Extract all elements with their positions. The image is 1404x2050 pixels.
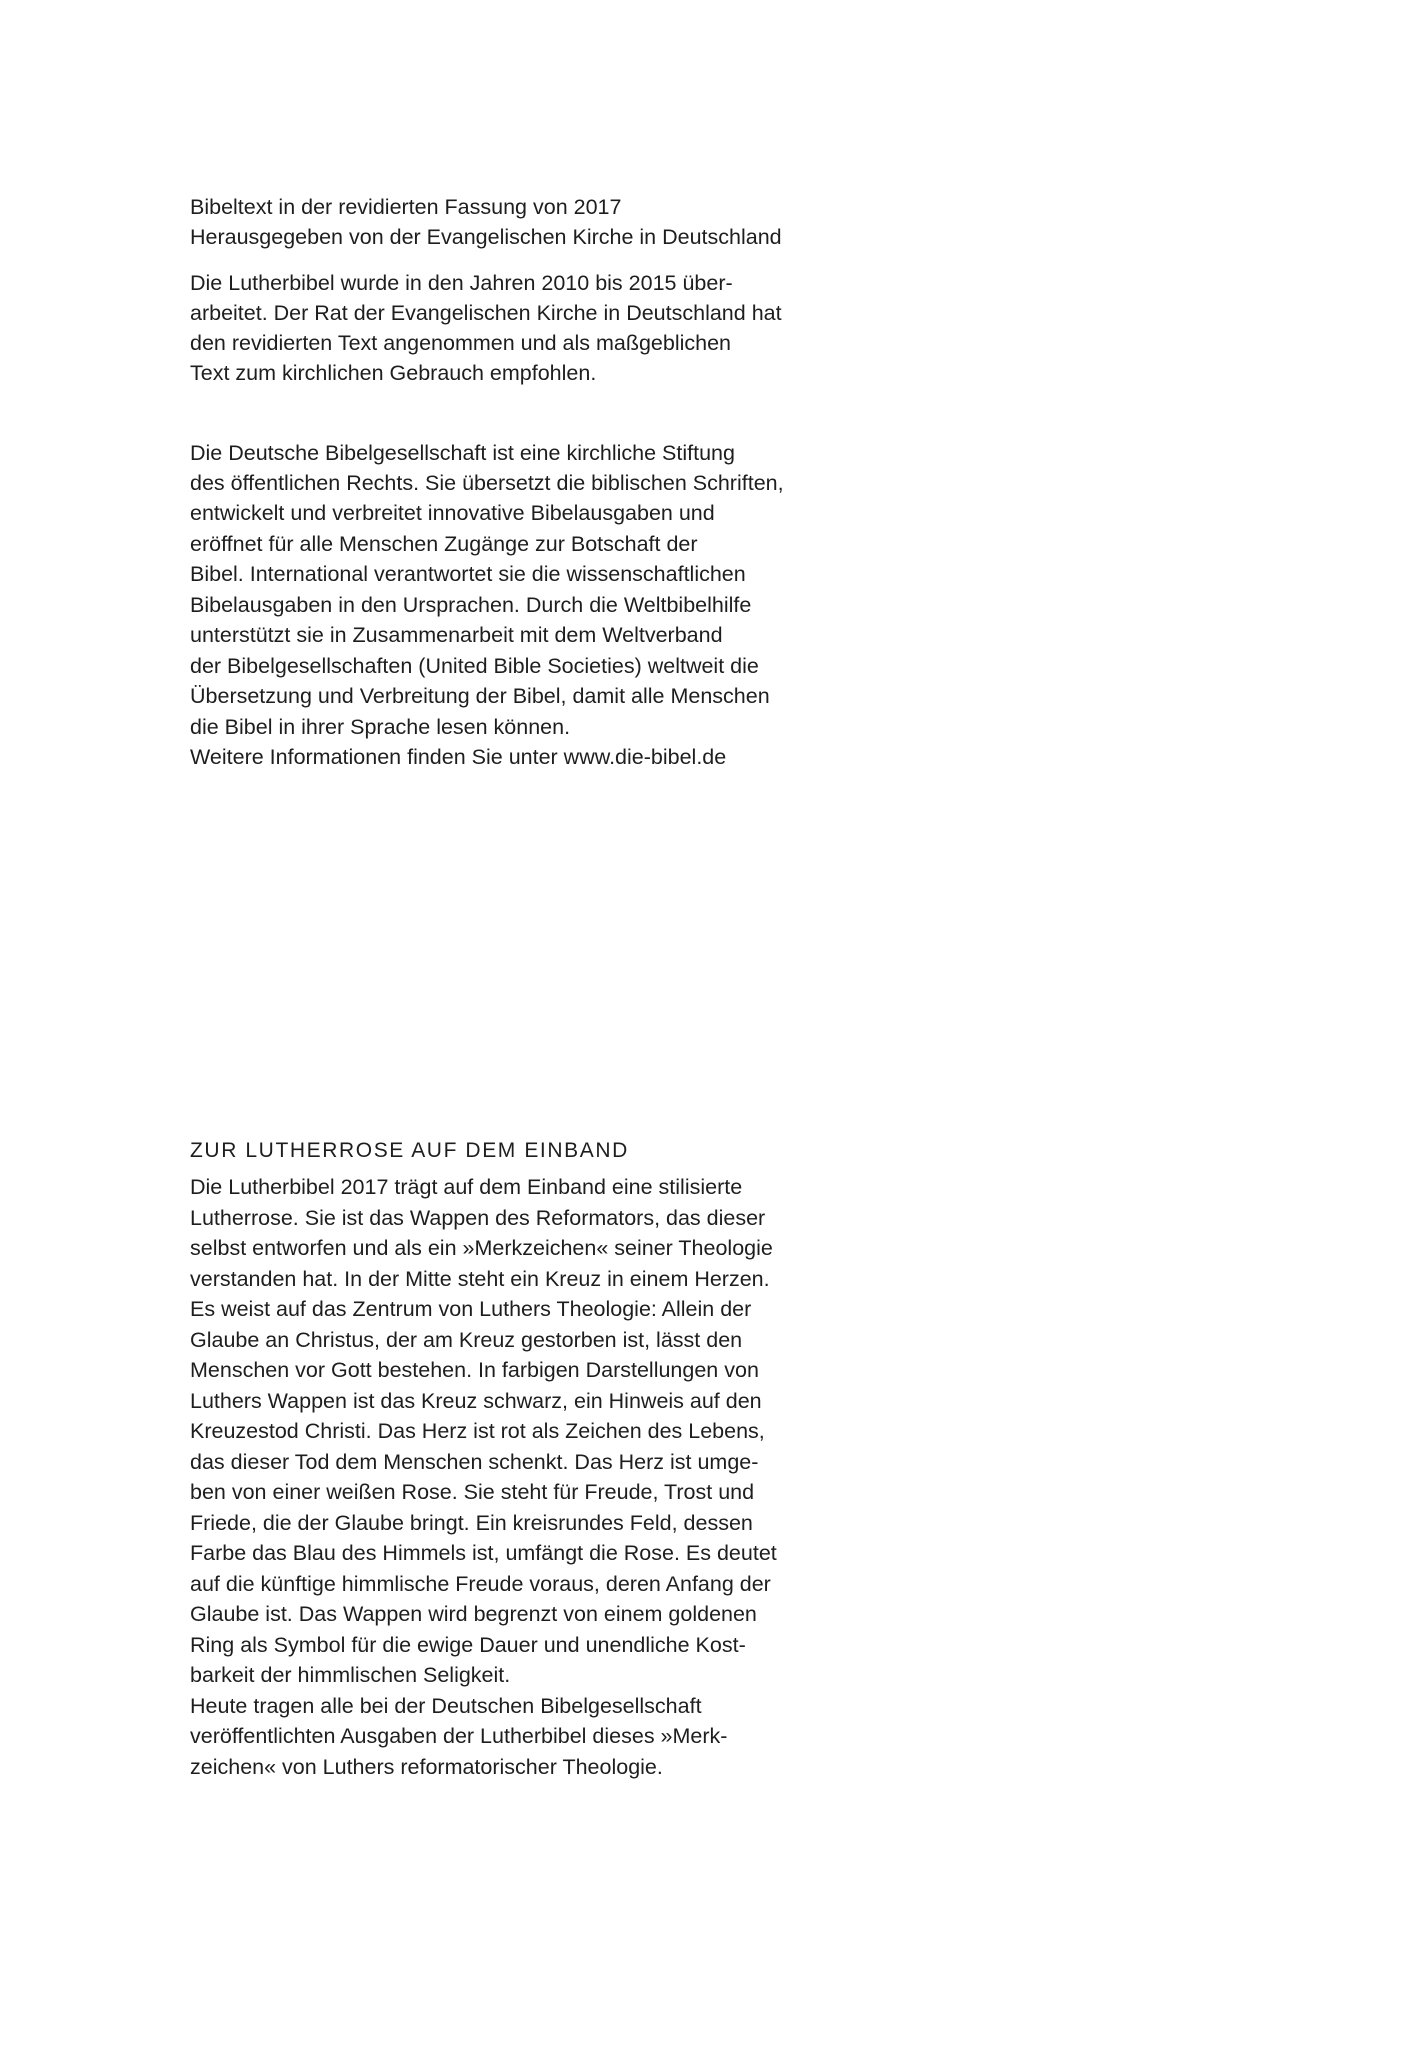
lutherrose-line: Glaube ist. Das Wappen wird begrenzt von einem goldenen: [190, 1602, 757, 1626]
society-line: Bibel. International verantwortet sie die wissenschaftlichen: [190, 562, 746, 586]
lutherrose-line: barkeit der himmlischen Seligkeit.: [190, 1663, 511, 1687]
society-line: eröffnet für alle Menschen Zugänge zur Botschaft der: [190, 532, 698, 556]
lutherrose-line: selbst entworfen und als ein »Merkzeichen« seiner Theologie: [190, 1236, 773, 1260]
society-line: Bibelausgaben in den Ursprachen. Durch die Weltbibelhilfe: [190, 593, 752, 617]
society-line: die Bibel in ihrer Sprache lesen können.: [190, 715, 571, 739]
imprint-line: Herausgegeben von der Evangelischen Kirche in Deutschland: [190, 225, 782, 249]
lutherrose-line: Farbe das Blau des Himmels ist, umfängt die Rose. Es deutet: [190, 1541, 777, 1565]
society-line: der Bibelgesellschaften (United Bible Societies) weltweit die: [190, 654, 759, 678]
lutherrose-line: Heute tragen alle bei der Deutschen Bibelgesellschaft: [190, 1694, 702, 1718]
society-line: Übersetzung und Verbreitung der Bibel, damit alle Menschen: [190, 684, 770, 708]
lutherrose-line: Lutherrose. Sie ist das Wappen des Reformators, das dieser: [190, 1206, 766, 1230]
lutherrose-line: Glaube an Christus, der am Kreuz gestorben ist, lässt den: [190, 1328, 743, 1352]
lutherrose-line: Es weist auf das Zentrum von Luthers Theologie: Allein der: [190, 1297, 752, 1321]
lutherrose-line: Friede, die der Glaube bringt. Ein kreisrundes Feld, dessen: [190, 1511, 753, 1535]
imprint-line: Bibeltext in der revidierten Fassung von 2017: [190, 195, 622, 219]
lutherrose-line: Menschen vor Gott bestehen. In farbigen Darstellungen von: [190, 1358, 759, 1382]
lutherrose-line: verstanden hat. In der Mitte steht ein Kreuz in einem Herzen.: [190, 1267, 770, 1291]
society-line: unterstützt sie in Zusammenarbeit mit dem Weltverband: [190, 623, 723, 647]
society-line: Die Deutsche Bibelgesellschaft ist eine kirchliche Stiftung: [190, 441, 735, 465]
lutherrose-line: zeichen« von Luthers reformatorischer Theologie.: [190, 1755, 663, 1779]
lutherrose-line: Luthers Wappen ist das Kreuz schwarz, ein Hinweis auf den: [190, 1389, 762, 1413]
lutherrose-heading: ZUR LUTHERROSE AUF DEM EINBAND: [190, 1139, 629, 1162]
lutherrose-line: ben von einer weißen Rose. Sie steht für Freude, Trost und: [190, 1480, 755, 1504]
society-line: Weitere Informationen finden Sie unter www.die-bibel.de: [190, 745, 727, 769]
society-line: des öffentlichen Rechts. Sie übersetzt die biblischen Schriften,: [190, 471, 784, 495]
lutherrose-line: das dieser Tod dem Menschen schenkt. Das Herz ist umge-: [190, 1450, 759, 1474]
revision-note-line: Text zum kirchlichen Gebrauch empfohlen.: [190, 361, 597, 385]
lutherrose-line: Kreuzestod Christi. Das Herz ist rot als Zeichen des Lebens,: [190, 1419, 765, 1443]
revision-note-line: Die Lutherbibel wurde in den Jahren 2010 bis 2015 über-: [190, 271, 733, 295]
society-line: entwickelt und verbreitet innovative Bibelausgaben und: [190, 501, 715, 525]
lutherrose-line: veröffentlichten Ausgaben der Lutherbibel dieses »Merk-: [190, 1724, 728, 1748]
lutherrose-line: Ring als Symbol für die ewige Dauer und unendliche Kost-: [190, 1633, 746, 1657]
lutherrose-line: Die Lutherbibel 2017 trägt auf dem Einband eine stilisierte: [190, 1175, 743, 1199]
revision-note-line: den revidierten Text angenommen und als maßgeblichen: [190, 331, 732, 355]
revision-note-line: arbeitet. Der Rat der Evangelischen Kirche in Deutschland hat: [190, 301, 782, 325]
lutherrose-line: auf die künftige himmlische Freude voraus, deren Anfang der: [190, 1572, 771, 1596]
